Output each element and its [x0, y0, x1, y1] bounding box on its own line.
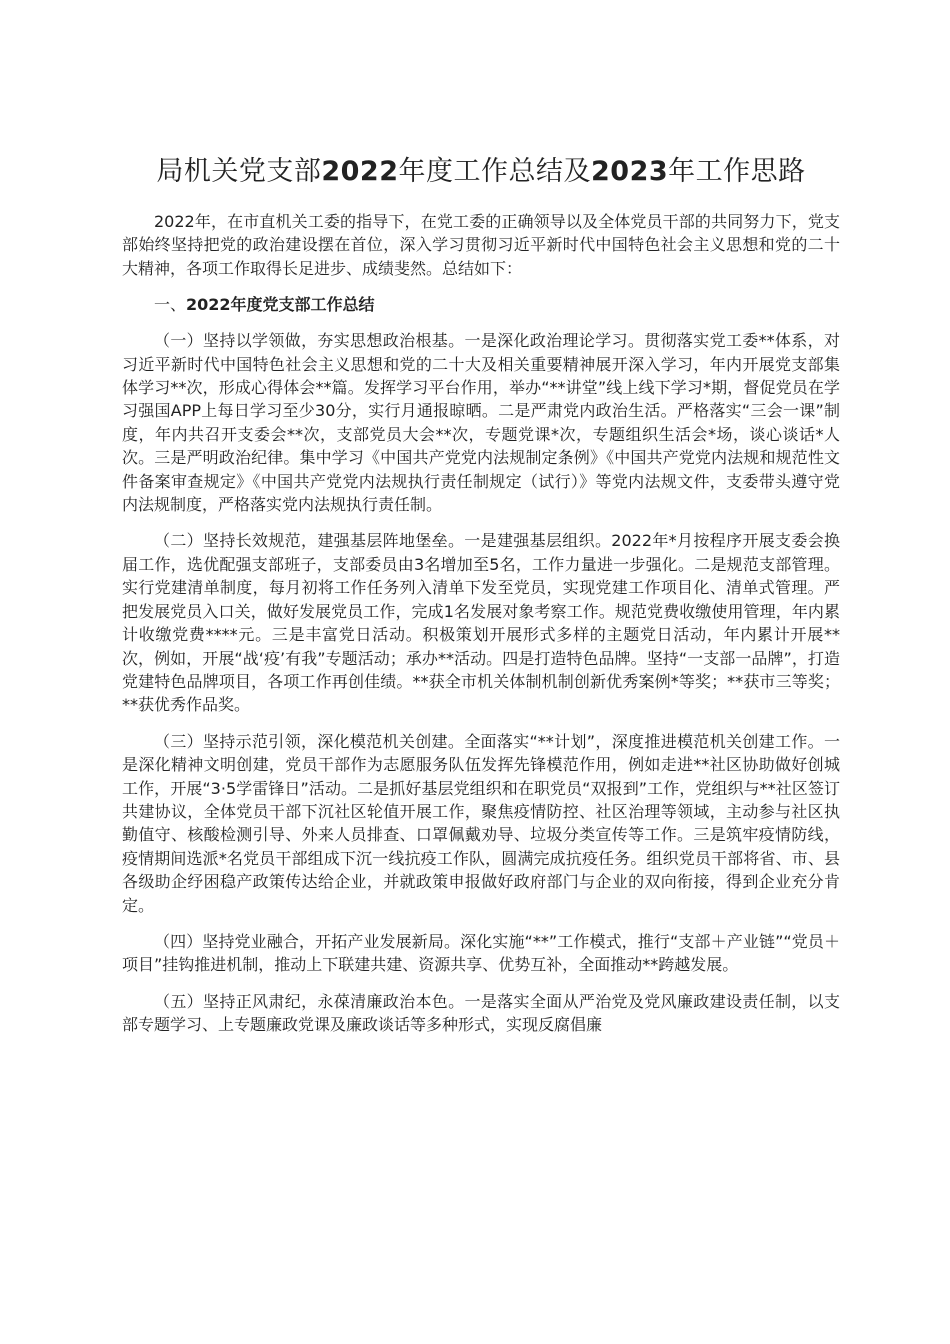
section-heading-1 [122, 293, 840, 317]
title-part2: 年度工作总结及 [398, 156, 591, 187]
paragraph-2: （二）坚持长效规范，建强基层阵地堡垒。一是建强基层组织。2022年*月按程序开展支委会换届工作，选优配强支部班子，支部委员由3名增加至5名，工作力量进一步强化。二是规范支部管理。实行党建清单制度，每月初将工作任务列入清单下发至党员，实现党建工作项目化、清单式管理。严把发展党员入口关，做好发展党员工作，完成1名发展对象考察工作。规范党费收缴使用管理，年内累计收缴党费****元。三是丰富党日活动。积极策划开展形式多样的主题党日活动，年内累计开展**次，例如，开展“战‘疫’有我”专题活动；承办**活动。四是打造特色品牌。坚持“一支部一品牌”，打造党建特色品牌项目，各项工作再创佳绩。**获全市机关体制机制创新优秀案例*等奖；**获市三等奖；**获优秀作品奖。 [122, 531, 840, 715]
paragraph-4: （四）坚持党业融合，开拓产业发展新局。深化实施“**”工作模式，推行“支部＋产业链”“党员＋项目”挂钩推进机制，推动上下联建共建、资源共享、优势互补，全面推动**跨越发展。 [122, 931, 840, 975]
paragraph-1: （一）坚持以学领做，夯实思想政治根基。一是深化政治理论学习。贯彻落实党工委**体系，对习近平新时代中国特色社会主义思想和党的二十大及相关重要精神展开深入学习，年内开展党支部集体学习**次，形成心得体会**篇。发挥学习平台作用，举办“**讲堂”线上线下学习*期，督促党员在学习强国APP上每日学习至少30分，实行月通报晾晒。二是严肃党内政治生活。严格落实“三会一课”制度，年内共召开支委会**次，支部党员大会**次，专题党课*次，专题组织生活会*场，谈心谈话*人次。三是严明政治纪律。集中学习《中国共产党党内法规制定条例》《中国共产党党内法规和规范性文件备案审查规定》《中国共产党党内法规执行责任制规定（试行）》等党内法规文件，支委带头遵守党内法规制度，严格落实党内法规执行责任制。 [122, 331, 840, 515]
title-part1: 局机关党支部 [156, 156, 322, 187]
title-part3: 年工作思路 [668, 156, 806, 187]
intro-paragraph: 2022年，在市直机关工委的指导下，在党工委的正确领导以及全体党员干部的共同努力下，党支部始终坚持把党的政治建设摆在首位，深入学习贯彻习近平新时代中国特色社会主义思想和党的二十大精神，各项工作取得长足进步、成绩斐然。总结如下： [122, 212, 840, 278]
document-title [122, 150, 840, 194]
title-year-2023: 2023 [591, 156, 669, 187]
paragraph-5: （五）坚持正风肃纪，永葆清廉政治本色。一是落实全面从严治党及党风廉政建设责任制，以支部专题学习、上专题廉政党课及廉政谈话等多种形式，实现反腐倡廉 [122, 991, 840, 1035]
paragraph-3: （三）坚持示范引领，深化模范机关创建。全面落实“**计划”，深度推进模范机关创建工作。一是深化精神文明创建，党员干部作为志愿服务队伍发挥先锋模范作用，例如走进**社区协助做好创城工作，开展“3·5学雷锋日”活动。二是抓好基层党组织和在职党员“双报到”工作，党组织与**社区签订共建协议，全体党员干部下沉社区轮值开展工作，聚焦疫情防控、社区治理等领域，主动参与社区执勤值守、核酸检测引导、外来人员排查、口罩佩戴劝导、垃圾分类宣传等工作。三是筑牢疫情防线，疫情期间选派*名党员干部组成下沉一线抗疫工作队，圆满完成抗疫任务。组织党员干部将省、市、县各级助企纾困稳产政策传达给企业，并就政策申报做好政府部门与企业的双向衔接，得到企业充分肯定。 [122, 731, 840, 915]
title-year-2022: 2022 [321, 156, 399, 187]
section-heading-prefix: 一、 [154, 295, 187, 315]
section-heading-title: 2022年度党支部工作总结 [186, 295, 375, 315]
document-page [122, 150, 840, 1050]
